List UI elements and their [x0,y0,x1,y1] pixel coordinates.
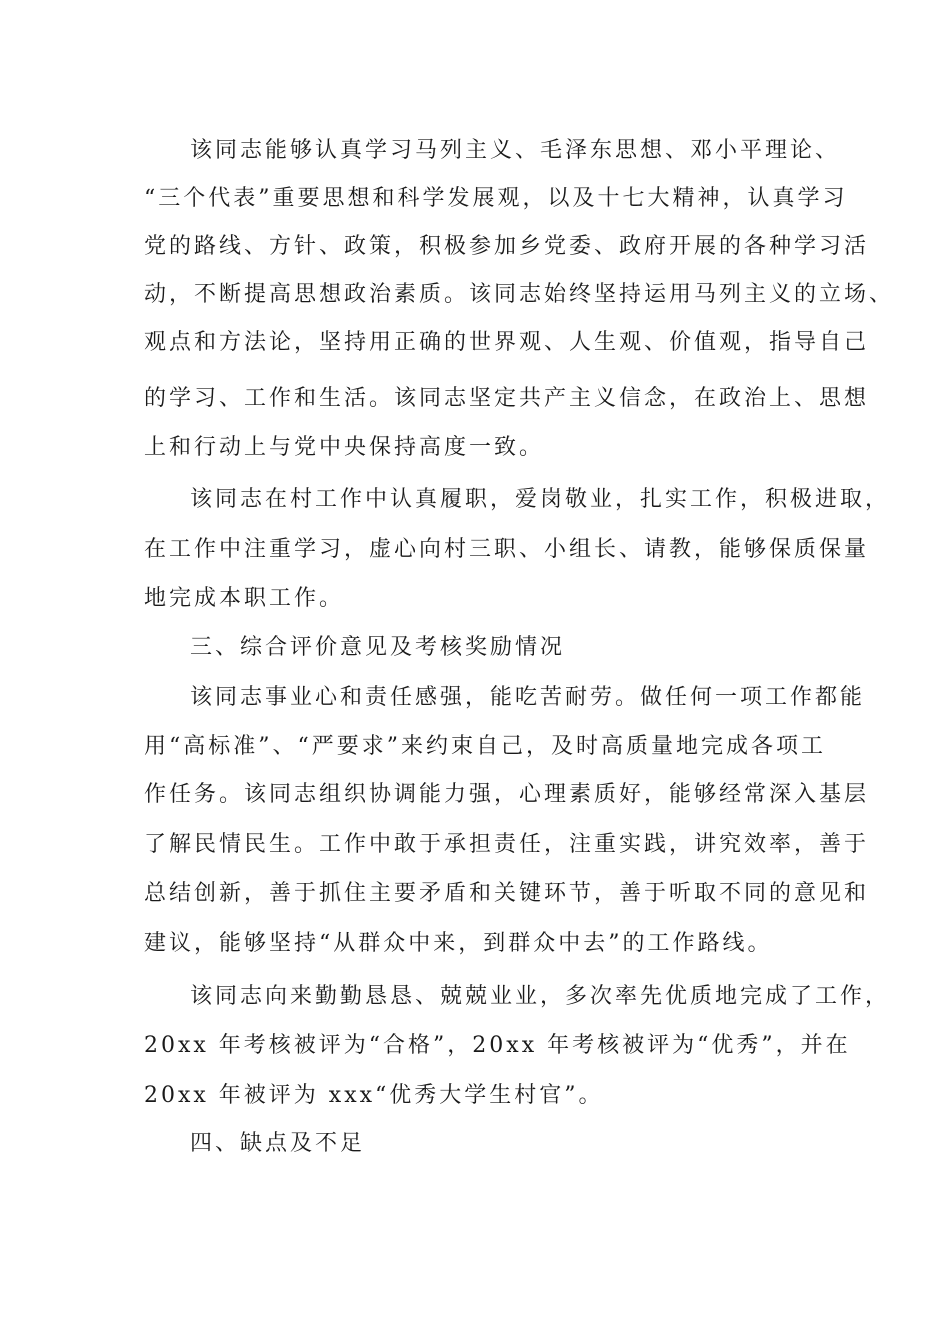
text-line: 地完成本职工作。 [144,586,345,611]
text-line: 该同志在村工作中认真履职，爱岗敬业，扎实工作，积极进取， [190,487,891,512]
text-line: 观点和方法论，坚持用正确的世界观、人生观、价值观，指导自己 [144,330,870,355]
text-line: 党的路线、方针、政策，积极参加乡党委、政府开展的各种学习活 [144,234,870,259]
text-line: 该同志事业心和责任感强，能吃苦耐劳。做任何一项工作都能 [190,685,866,710]
text-line: 建议，能够坚持“从群众中来，到群众中去”的工作路线。 [144,931,773,956]
text-line: 上和行动上与党中央保持高度一致。 [144,435,545,460]
text-line: 20xx 年考核被评为“合格”，20xx 年考核被评为“优秀”，并在 [144,1033,851,1058]
text-line: 了解民情民生。工作中敢于承担责任，注重实践，讲究效率，善于 [144,832,870,857]
text-line: 该同志能够认真学习马列主义、毛泽东思想、邓小平理论、 [190,138,841,163]
text-line: 20xx 年被评为 xxx“优秀大学生村官”。 [144,1083,604,1108]
text-line: “三个代表”重要思想和科学发展观，以及十七大精神，认真学习 [144,186,848,211]
section-heading: 四、缺点及不足 [190,1131,366,1156]
text-line: 用“高标准”、“严要求”来约束自己，及时高质量地完成各项工 [144,734,826,759]
text-line: 的学习、工作和生活。该同志坚定共产主义信念，在政治上、思想 [144,386,870,411]
text-line: 在工作中注重学习，虚心向村三职、小组长、请教，能够保质保量 [144,537,870,562]
text-line: 总结创新，善于抓住主要矛盾和关键环节，善于听取不同的意见和 [144,881,870,906]
text-line: 动，不断提高思想政治素质。该同志始终坚持运用马列主义的立场、 [144,282,895,307]
section-heading: 三、综合评价意见及考核奖励情况 [190,635,566,660]
text-line: 该同志向来勤勤恳恳、兢兢业业，多次率先优质地完成了工作， [190,984,891,1009]
text-line: 作任务。该同志组织协调能力强，心理素质好，能够经常深入基层 [144,782,870,807]
